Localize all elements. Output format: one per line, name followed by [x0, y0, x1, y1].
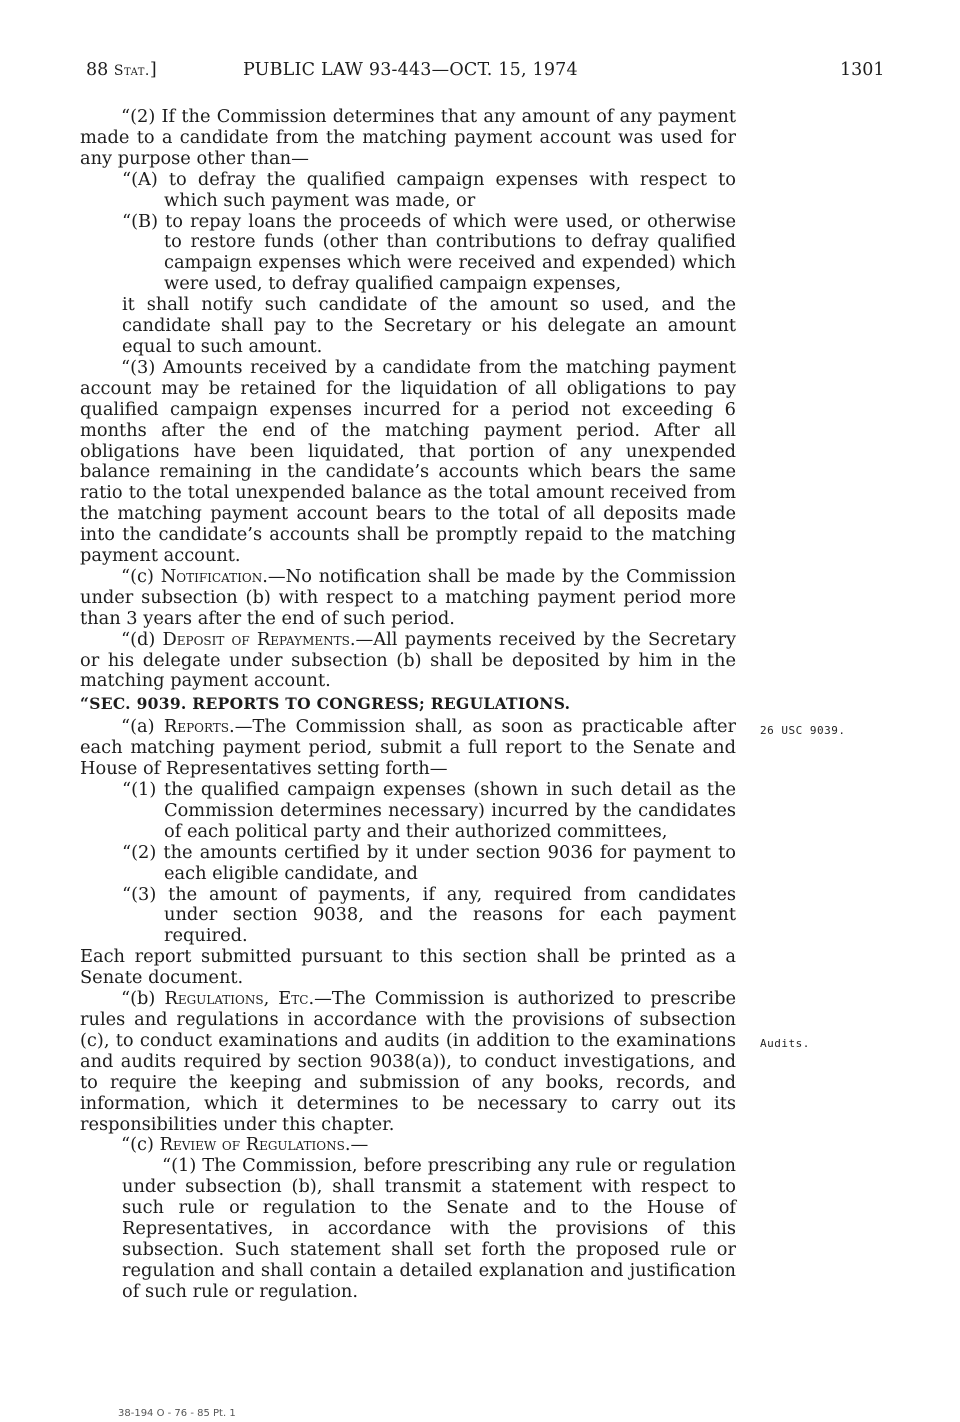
subsection-c-notification: “(c) Notification.—No notification shall be made by the Commission under subsection (b) with respect to a matching payment period more than 3 years after the end of such period.	[80, 565, 736, 629]
para-a-2: “(2) the amounts certified by it under section 9036 for payment to each eligible candidate, and	[122, 841, 736, 884]
margin-note-usc: 26 USC 9039.	[760, 724, 846, 737]
page-number: 1301	[840, 60, 885, 80]
section-heading: “SEC. 9039. REPORTS TO CONGRESS; REGULATIONS.	[80, 694, 571, 714]
margin-note-audits: Audits.	[760, 1037, 810, 1050]
page-body	[80, 107, 736, 1303]
para-a-1: “(1) the qualified campaign expenses (shown in such detail as the Commission determines necessary) incurred by the candidates of each political party and their authorized committees,	[122, 779, 736, 842]
print-code-footer: 38-194 O - 76 - 85 Pt. 1	[118, 1408, 236, 1419]
para-2-closing: it shall notify such candidate of the amount so used, and the candidate shall pay to the Secretary or his delegate an amount equal to such amount.	[122, 294, 736, 357]
para-2: “(2) If the Commission determines that any amount of any payment made to a candidate from the matching payment account was used for any purpose other than—	[80, 106, 736, 169]
subsection-d-deposit: “(d) Deposit of Repayments.—All payments received by the Secretary or his delegate under subsection (b) shall be deposited by him in the matching payment account.	[80, 628, 737, 692]
para-2-a: “(A) to defray the qualified campaign expenses with respect to which such payment was made, or	[122, 168, 736, 211]
para-3: “(3) Amounts received by a candidate from the matching payment account may be retained for the liquidation of all obligations to pay qualified campaign expenses incurred for a period not exceeding 6 months after the end of the matching payment period. After all obligations have been liquidated, that portion of any unexpended balance remaining in the candidate’s accounts which bears the same ratio to the total unexpended balance as the total amount received from the matching payment account bears to the total of all deposits made into the candidate’s accounts shall be promptly repaid to the matching payment account.	[80, 356, 736, 567]
subsection-a-reports: “(a) Reports.—The Commission shall, as soon as practicable after each matching payment period, submit a full report to the Senate and House of Representatives setting forth—	[80, 716, 736, 780]
page-header	[0, 60, 960, 90]
statute-volume: 88 Stat.]	[86, 60, 157, 80]
subsection-b-regulations: “(b) Regulations, Etc.—The Commission is authorized to prescribe rules and regulations in accordance with the provisions of subsection (c), to conduct examinations and audits (in addition to the examinations and audits required by section 9038(a)), to conduct investigations, and to require the keeping and submission of any books, records, and information, which it determines to be necessary to carry out its responsibilities under this chapter.	[80, 988, 737, 1135]
subsection-c-review: “(c) Review of Regulations.—	[121, 1134, 369, 1156]
para-2-b: “(B) to repay loans the proceeds of which were used, or otherwise to restore funds (other than contributions to defray qualified campaign expenses which were received and expended) which were used, to defray qualified campaign expenses,	[122, 210, 736, 295]
running-title: PUBLIC LAW 93-443—OCT. 15, 1974	[243, 60, 578, 80]
para-c-1: “(1) The Commission, before prescribing any rule or regulation under subsection (b), shall transmit a statement with respect to such rule or regulation to the Senate and to the House of Representatives, in accordance with the provisions of this subsection. Such statement shall set forth the proposed rule or regulation and shall contain a detailed explanation and justification of such rule or regulation.	[122, 1155, 736, 1302]
para-a-3: “(3) the amount of payments, if any, required from candidates under section 9038, and the reasons for each payment required.	[122, 883, 736, 947]
report-closing: Each report submitted pursuant to this section shall be printed as a Senate document.	[80, 946, 736, 989]
